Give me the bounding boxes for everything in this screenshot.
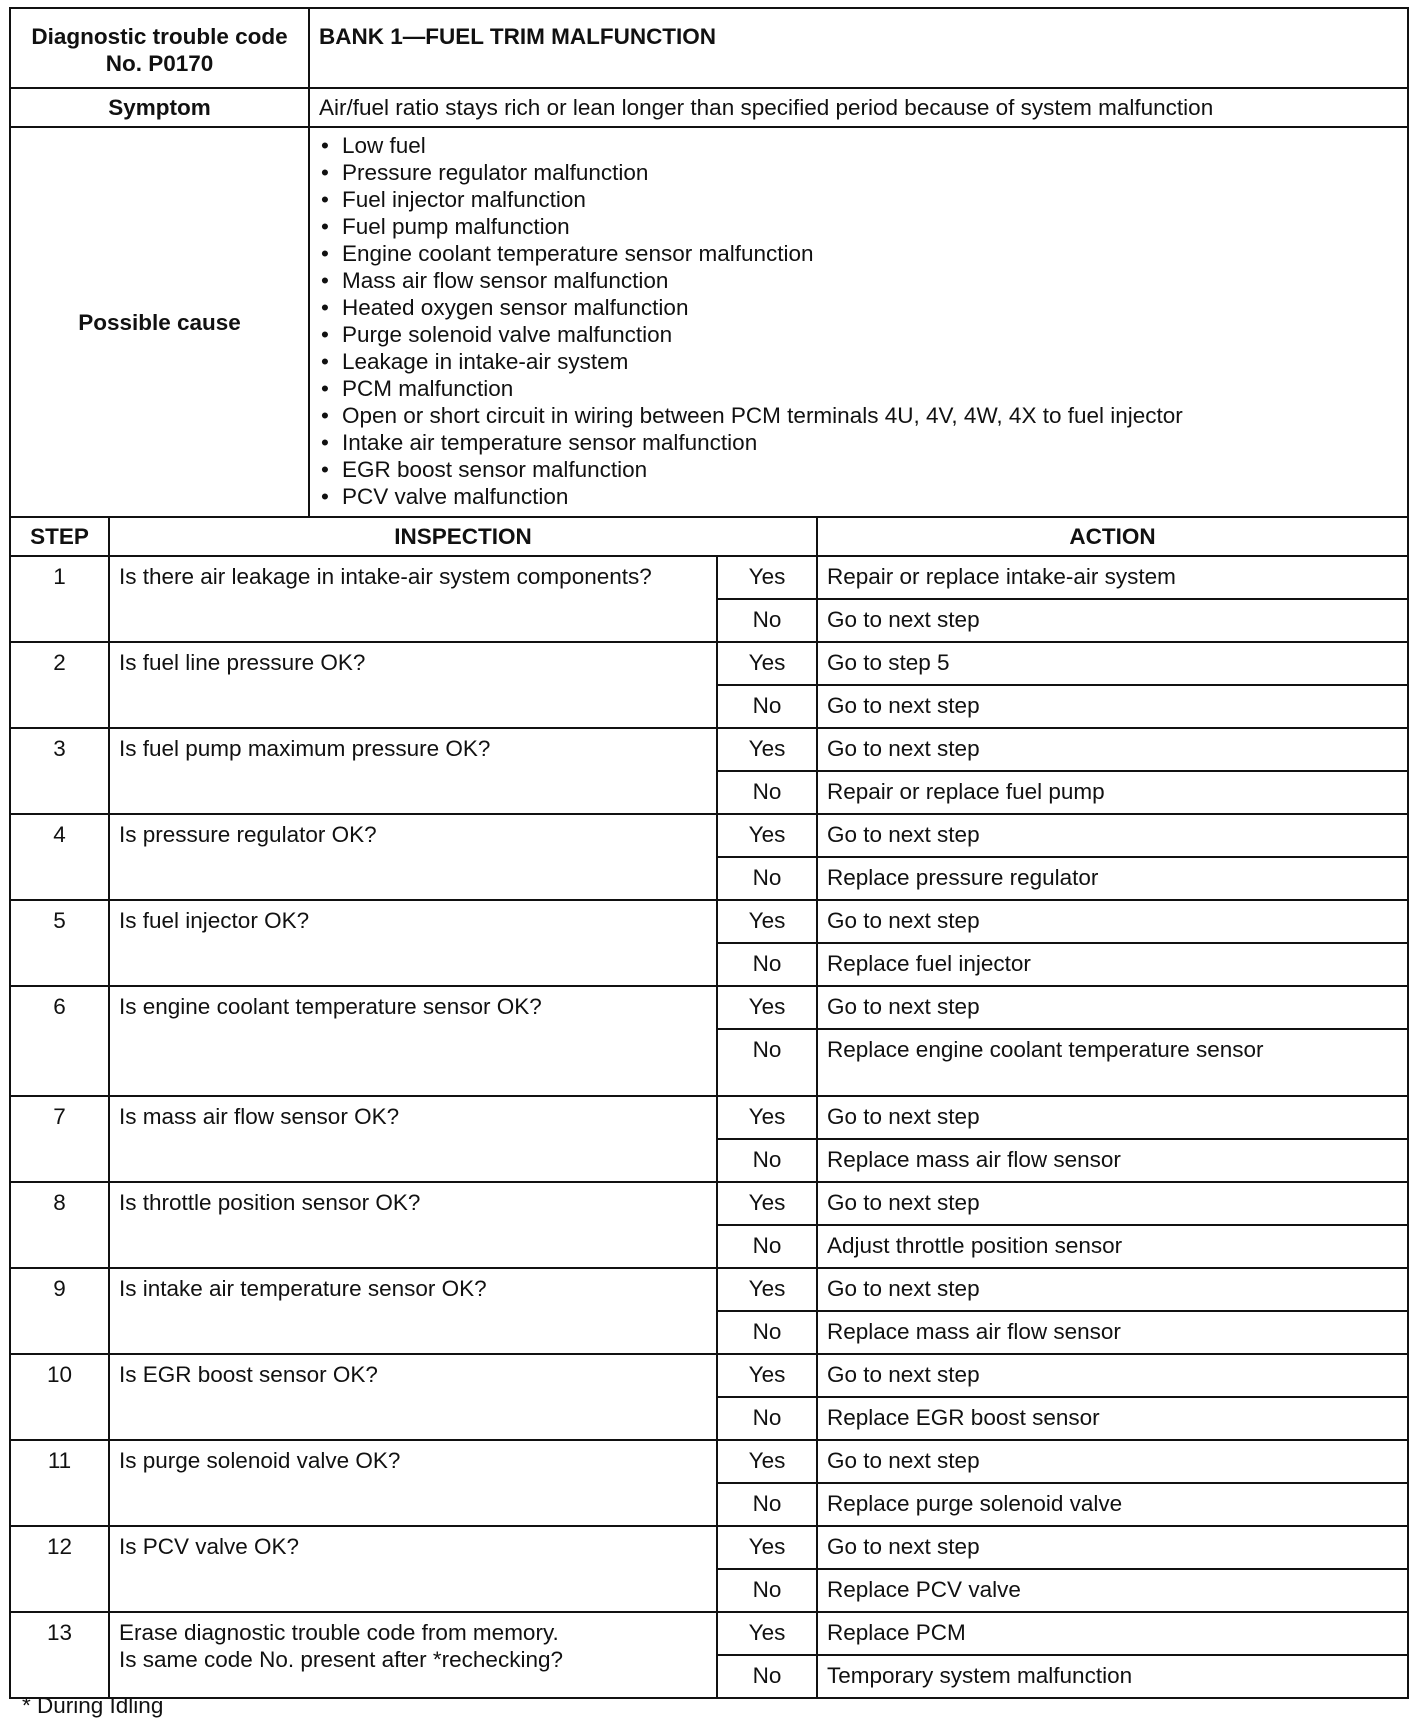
yes-action: Go to next step xyxy=(817,986,1408,1029)
no-label: No xyxy=(717,771,817,814)
no-label: No xyxy=(717,1029,817,1096)
step-inspection xyxy=(109,1268,717,1354)
yes-action: Go to next step xyxy=(817,1096,1408,1139)
yes-label: Yes xyxy=(717,556,817,599)
no-label: No xyxy=(717,685,817,728)
step-row-yes xyxy=(10,1440,1408,1483)
step-number: 8 xyxy=(10,1182,109,1268)
step-inspection xyxy=(109,900,717,986)
no-action: Replace engine coolant temperature sensor xyxy=(817,1029,1408,1096)
step-number: 13 xyxy=(10,1612,109,1698)
step-number: 2 xyxy=(10,642,109,728)
step-row-yes xyxy=(10,1612,1408,1655)
step-row-yes xyxy=(10,1526,1408,1569)
step-inspection xyxy=(109,1096,717,1182)
header-row xyxy=(10,8,1408,88)
possible-cause-item: • Heated oxygen sensor malfunction xyxy=(319,294,1398,321)
possible-cause-item: • Purge solenoid valve malfunction xyxy=(319,321,1398,348)
yes-label: Yes xyxy=(717,1354,817,1397)
yes-label: Yes xyxy=(717,1182,817,1225)
no-label: No xyxy=(717,1311,817,1354)
no-label: No xyxy=(717,1139,817,1182)
no-action: Temporary system malfunction xyxy=(817,1655,1408,1698)
step-row-yes xyxy=(10,900,1408,943)
no-action: Go to next step xyxy=(817,599,1408,642)
possible-cause-label: Possible cause xyxy=(10,127,309,517)
step-row-yes xyxy=(10,986,1408,1029)
no-action: Replace PCV valve xyxy=(817,1569,1408,1612)
inspection-line: Is purge solenoid valve OK? xyxy=(119,1448,401,1473)
step-inspection xyxy=(109,556,717,642)
no-label: No xyxy=(717,599,817,642)
step-inspection xyxy=(109,728,717,814)
yes-action: Go to next step xyxy=(817,1268,1408,1311)
inspection-line: Is mass air flow sensor OK? xyxy=(119,1104,400,1129)
possible-cause-item: • Engine coolant temperature sensor malfunction xyxy=(319,240,1398,267)
inspection-line: Is engine coolant temperature sensor OK? xyxy=(119,994,542,1019)
action-column-header: ACTION xyxy=(817,517,1408,556)
step-inspection xyxy=(109,814,717,900)
yes-action: Go to next step xyxy=(817,1526,1408,1569)
step-number: 9 xyxy=(10,1268,109,1354)
step-inspection xyxy=(109,1526,717,1612)
no-label: No xyxy=(717,943,817,986)
possible-cause-item: • Mass air flow sensor malfunction xyxy=(319,267,1398,294)
step-row-yes xyxy=(10,1096,1408,1139)
no-action: Replace mass air flow sensor xyxy=(817,1139,1408,1182)
inspection-line: Is fuel injector OK? xyxy=(119,908,310,933)
step-row-yes xyxy=(10,1354,1408,1397)
step-row-yes xyxy=(10,728,1408,771)
possible-cause-row xyxy=(10,127,1408,517)
yes-action: Go to next step xyxy=(817,1440,1408,1483)
possible-cause-item: • Fuel injector malfunction xyxy=(319,186,1398,213)
possible-cause-item: • Fuel pump malfunction xyxy=(319,213,1398,240)
step-number: 7 xyxy=(10,1096,109,1182)
yes-label: Yes xyxy=(717,642,817,685)
yes-label: Yes xyxy=(717,814,817,857)
step-row-yes xyxy=(10,1182,1408,1225)
no-label: No xyxy=(717,1397,817,1440)
inspection-line: Is PCV valve OK? xyxy=(119,1534,300,1559)
no-label: No xyxy=(717,1569,817,1612)
yes-label: Yes xyxy=(717,1268,817,1311)
step-row-yes xyxy=(10,642,1408,685)
yes-label: Yes xyxy=(717,1440,817,1483)
step-number: 5 xyxy=(10,900,109,986)
yes-action: Go to next step xyxy=(817,814,1408,857)
step-inspection xyxy=(109,1182,717,1268)
step-number: 6 xyxy=(10,986,109,1096)
inspection-line: Is fuel line pressure OK? xyxy=(119,650,366,675)
possible-cause-item: • Leakage in intake-air system xyxy=(319,348,1398,375)
yes-action: Go to next step xyxy=(817,728,1408,771)
step-number: 12 xyxy=(10,1526,109,1612)
step-number: 11 xyxy=(10,1440,109,1526)
yes-label: Yes xyxy=(717,1096,817,1139)
possible-cause-cell xyxy=(309,127,1408,517)
inspection-column-header: INSPECTION xyxy=(109,517,817,556)
no-action: Replace fuel injector xyxy=(817,943,1408,986)
diagnostic-table xyxy=(9,7,1409,1699)
possible-cause-item: • PCV valve malfunction xyxy=(319,483,1398,510)
step-row-yes xyxy=(10,556,1408,599)
yes-action: Repair or replace intake-air system xyxy=(817,556,1408,599)
step-number: 1 xyxy=(10,556,109,642)
no-label: No xyxy=(717,857,817,900)
yes-action: Go to next step xyxy=(817,1182,1408,1225)
inspection-line: Is there air leakage in intake-air system components? xyxy=(119,564,652,589)
possible-cause-item: • Intake air temperature sensor malfunction xyxy=(319,429,1398,456)
possible-cause-item: • Low fuel xyxy=(319,132,1398,159)
inspection-line: Is EGR boost sensor OK? xyxy=(119,1362,378,1387)
inspection-line: Is same code No. present after *rechecking? xyxy=(119,1647,563,1672)
yes-action: Go to next step xyxy=(817,1354,1408,1397)
no-action: Replace purge solenoid valve xyxy=(817,1483,1408,1526)
no-action: Replace EGR boost sensor xyxy=(817,1397,1408,1440)
inspection-line: Is intake air temperature sensor OK? xyxy=(119,1276,487,1301)
step-number: 10 xyxy=(10,1354,109,1440)
footnote: * During Idling xyxy=(22,1693,164,1718)
symptom-row xyxy=(10,88,1408,127)
step-inspection xyxy=(109,1440,717,1526)
yes-label: Yes xyxy=(717,986,817,1029)
yes-action: Go to step 5 xyxy=(817,642,1408,685)
step-row-yes xyxy=(10,1268,1408,1311)
possible-cause-item: • PCM malfunction xyxy=(319,375,1398,402)
yes-label: Yes xyxy=(717,728,817,771)
yes-action: Go to next step xyxy=(817,900,1408,943)
yes-label: Yes xyxy=(717,900,817,943)
yes-label: Yes xyxy=(717,1612,817,1655)
inspection-line: Is throttle position sensor OK? xyxy=(119,1190,421,1215)
yes-action: Replace PCM xyxy=(817,1612,1408,1655)
possible-cause-item: • Pressure regulator malfunction xyxy=(319,159,1398,186)
step-row-yes xyxy=(10,814,1408,857)
no-label: No xyxy=(717,1225,817,1268)
step-column-header: STEP xyxy=(10,517,109,556)
step-number: 3 xyxy=(10,728,109,814)
inspection-line: Erase diagnostic trouble code from memory. xyxy=(119,1620,559,1645)
yes-label: Yes xyxy=(717,1526,817,1569)
no-label: No xyxy=(717,1483,817,1526)
inspection-line: Is pressure regulator OK? xyxy=(119,822,377,847)
possible-cause-item: • Open or short circuit in wiring between PCM terminals 4U, 4V, 4W, 4X to fuel injector xyxy=(319,402,1398,429)
inspection-line: Is fuel pump maximum pressure OK? xyxy=(119,736,491,761)
no-action: Repair or replace fuel pump xyxy=(817,771,1408,814)
possible-cause-item: • EGR boost sensor malfunction xyxy=(319,456,1398,483)
no-action: Replace mass air flow sensor xyxy=(817,1311,1408,1354)
step-inspection xyxy=(109,986,717,1096)
no-action: Adjust throttle position sensor xyxy=(817,1225,1408,1268)
no-action: Go to next step xyxy=(817,685,1408,728)
step-inspection xyxy=(109,1612,717,1698)
possible-cause-list xyxy=(310,128,1407,516)
symptom-label: Symptom xyxy=(10,88,309,127)
step-number: 4 xyxy=(10,814,109,900)
step-inspection xyxy=(109,1354,717,1440)
page-title: BANK 1—FUEL TRIM MALFUNCTION xyxy=(309,8,1408,88)
no-label: No xyxy=(717,1655,817,1698)
column-header-row xyxy=(10,517,1408,556)
symptom-text: Air/fuel ratio stays rich or lean longer than specified period because of system malfunction xyxy=(309,88,1408,127)
no-action: Replace pressure regulator xyxy=(817,857,1408,900)
dtc-label: Diagnostic trouble code No. P0170 xyxy=(10,8,309,88)
step-inspection xyxy=(109,642,717,728)
